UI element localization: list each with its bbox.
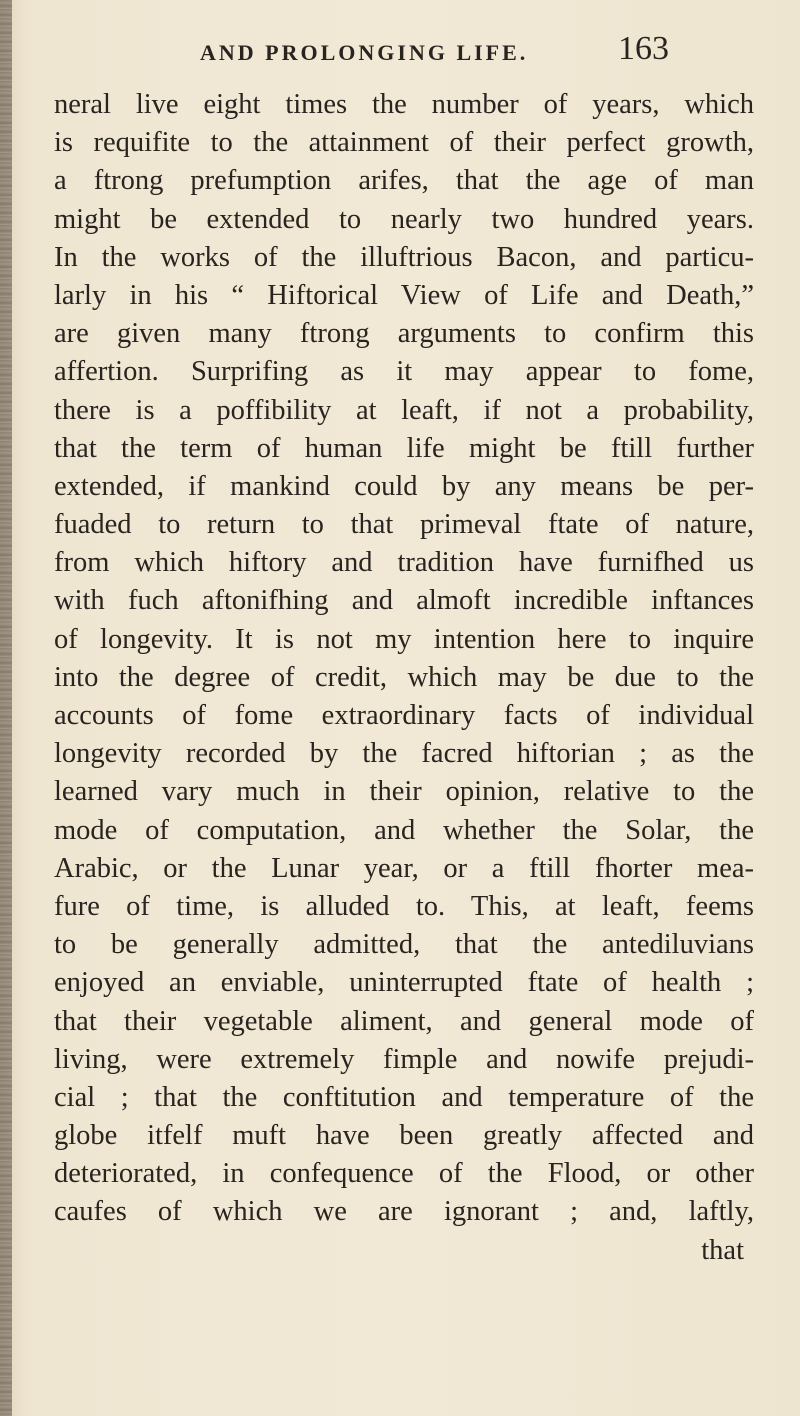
text-line: enjoyed an enviable, uninterrupted ftate of health ; <box>54 967 754 999</box>
text-line: longevity recorded by the facred hiftorian ; as the <box>54 738 754 770</box>
page-binding-edge <box>0 0 12 1416</box>
text-line: learned vary much in their opinion, relative to the <box>54 776 754 808</box>
text-line: affertion. Surprifing as it may appear to fome, <box>54 356 754 388</box>
text-line: are given many ftrong arguments to confirm this <box>54 318 754 350</box>
text-line: to be generally admitted, that the antediluvians <box>54 929 754 961</box>
text-line: is requifite to the attainment of their perfect growth, <box>54 127 754 159</box>
text-line: a ftrong prefumption arifes, that the age of man <box>54 165 754 197</box>
text-line: accounts of fome extraordinary facts of individual <box>54 700 754 731</box>
text-line: fuaded to return to that primeval ftate of nature, <box>54 509 754 541</box>
text-line: caufes of which we are ignorant ; and, laftly, <box>54 1196 754 1228</box>
text-line: Arabic, or the Lunar year, or a ftill fhorter mea- <box>54 852 754 884</box>
running-head <box>200 28 740 68</box>
text-line: extended, if mankind could by any means be per- <box>54 470 754 502</box>
text-line: deteriorated, in confequence of the Flood, or other <box>54 1158 754 1190</box>
running-head-title: AND PROLONGING LIFE. <box>200 40 529 65</box>
text-line: living, were extremely fimple and nowife prejudi- <box>54 1043 754 1075</box>
text-line: fure of time, is alluded to. This, at leaft, feems <box>54 890 754 922</box>
text-line: In the works of the illuftrious Bacon, and particu- <box>54 241 754 273</box>
text-line: from which hiftory and tradition have furnifhed us <box>54 547 754 579</box>
text-line: there is a poffibility at leaft, if not a probability, <box>54 394 754 426</box>
text-line: of longevity. It is not my intention here to inquire <box>54 623 754 655</box>
text-line: neral live eight times the number of years, which <box>54 89 754 120</box>
body-text <box>54 86 754 1270</box>
page-number: 163 <box>618 30 669 67</box>
text-line: cial ; that the conftitution and temperature of the <box>54 1081 754 1113</box>
catchword: that <box>701 1234 744 1266</box>
text-line: globe itfelf muft have been greatly affected and <box>54 1120 754 1152</box>
text-line: larly in his “ Hiftorical View of Life and Death,” <box>54 279 754 311</box>
text-line: might be extended to nearly two hundred years. <box>54 203 754 235</box>
text-line: that their vegetable aliment, and general mode of <box>54 1005 754 1037</box>
text-line: into the degree of credit, which may be due to the <box>54 661 754 693</box>
text-line: mode of computation, and whether the Solar, the <box>54 814 754 846</box>
text-line: that the term of human life might be ftill further <box>54 432 754 464</box>
text-line: with fuch aftonifhing and almoft incredible inftances <box>54 585 754 617</box>
